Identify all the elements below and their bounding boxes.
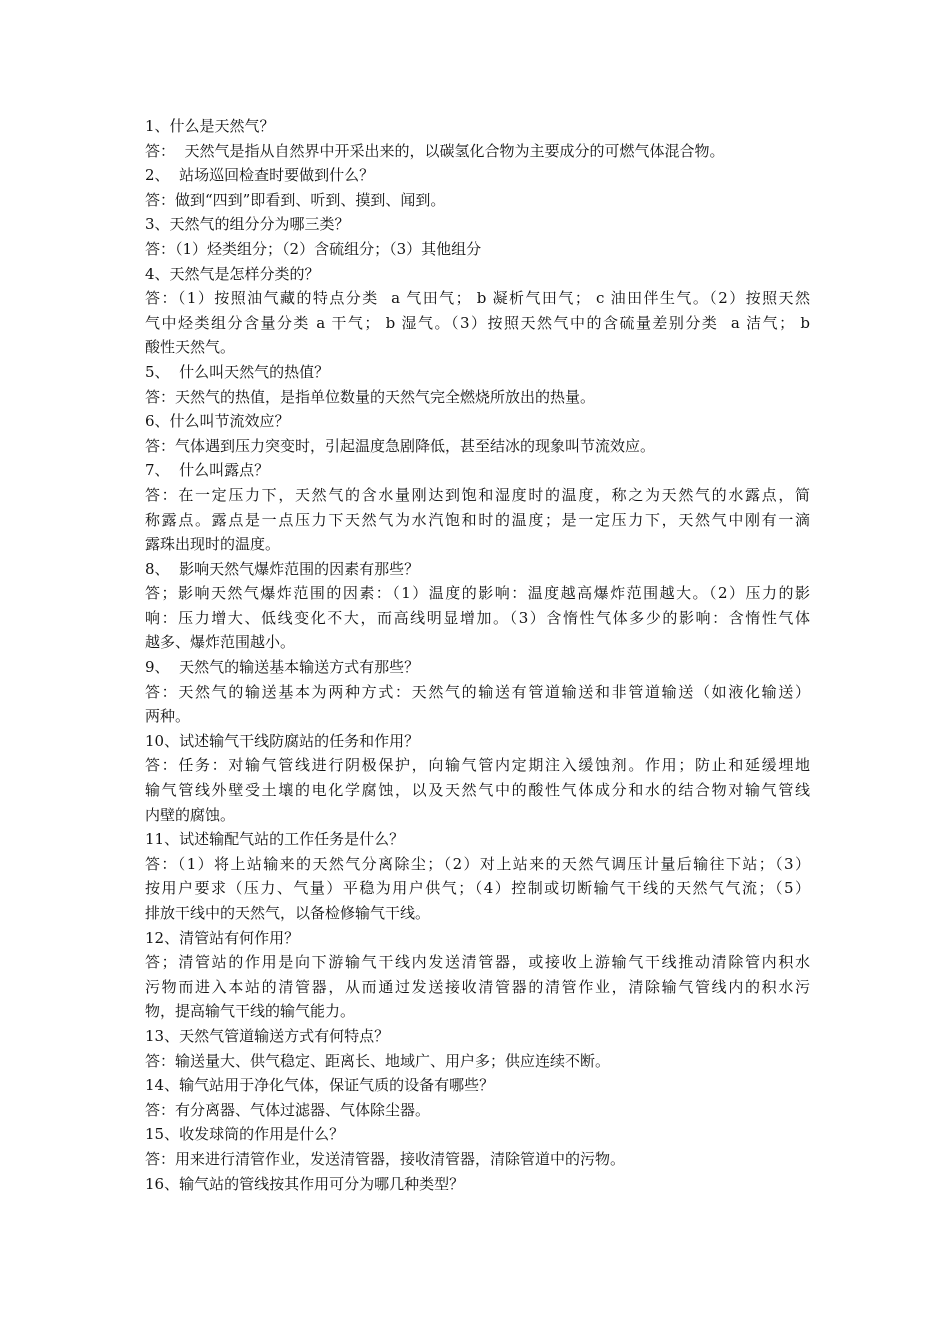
- text-line: 11、试述输配气站的工作任务是什么？: [145, 830, 405, 849]
- text-line: 排放干线中的天然气，以备检修输气干线。: [145, 904, 431, 922]
- text-line: 露珠出现时的温度。: [145, 535, 281, 554]
- text-line: 4、天然气是怎样分类的？: [145, 264, 320, 283]
- text-line: 答；清管站的作用是向下游输气干线内发送清管器，或接收上游输气干线推动清除管内积水: [145, 953, 810, 972]
- text-line: 3、天然气的组分分为哪三类？: [145, 215, 350, 234]
- text-line: 酸性天然气。: [145, 338, 236, 357]
- text-line: 6、什么叫节流效应？: [145, 412, 290, 431]
- text-line: 答：天然气的热值，是指单位数量的天然气完全燃烧所放出的热量。: [145, 387, 596, 406]
- text-line: 响：压力增大、低线变化不大，而高线明显增加。（3）含惰性气体多少的影响：含惰性气体: [145, 608, 810, 627]
- text-line: 答：（1）按照油气藏的特点分类 a 气田气； b 凝析气田气； c 油田伴生气。（2）按照天然: [145, 289, 810, 308]
- text-line: 物，提高输气干线的输气能力。: [145, 1002, 356, 1021]
- text-line: 2、 站场巡回检查时要做到什么？: [145, 166, 375, 185]
- text-line: 答：（1）将上站输来的天然气分离除尘；（2）对上站来的天然气调压计量后输往下站；（3）: [145, 854, 810, 873]
- text-line: 称露点。露点是一点压力下天然气为水汽饱和时的温度；是一定压力下，天然气中刚有一滴: [145, 510, 810, 529]
- text-line: 9、 天然气的输送基本输送方式有那些？: [145, 658, 420, 677]
- text-line: 答：输送量大、供气稳定、距离长、地域广、用户多；供应连续不断。: [145, 1051, 611, 1070]
- text-line: 两种。: [145, 707, 191, 726]
- text-line: 16、输气站的管线按其作用可分为哪几种类型？: [145, 1174, 465, 1193]
- text-line: 按用户要求（压力、气量）平稳为用户供气；（4）控制或切断输气干线的天然气气流；（5）: [145, 879, 810, 898]
- text-line: 答：做到“四到”即看到、听到、摸到、闻到。: [145, 190, 446, 209]
- text-line: 答：（1）烃类组分；（2）含硫组分；（3）其他组分: [145, 239, 482, 258]
- text-line: 15、收发球筒的作用是什么？: [145, 1125, 345, 1144]
- text-line: 答：任务：对输气管线进行阴极保护，向输气管内定期注入缓蚀剂。作用；防止和延缓埋地: [145, 756, 810, 775]
- text-line: 14、输气站用于净化气体，保证气质的设备有哪些？: [145, 1076, 495, 1095]
- text-line: 答；影响天然气爆炸范围的因素：（1）温度的影响：温度越高爆炸范围越大。（2）压力的影: [145, 584, 810, 603]
- text-line: 5、 什么叫天然气的热值？: [145, 362, 330, 381]
- text-line: 污物而进入本站的清管器，从而通过发送接收清管器的清管作业，清除输气管线内的积水污: [145, 977, 810, 996]
- text-line: 12、清管站有何作用？: [145, 928, 300, 947]
- text-line: 1、什么是天然气？: [145, 117, 275, 135]
- text-line: 答：气体遇到压力突变时，引起温度急剧降低，甚至结冰的现象叫节流效应。: [145, 436, 656, 455]
- text-line: 气中烃类组分含量分类 a 干气； b 湿气。（3）按照天然气中的含硫量差别分类 a 洁气； b: [145, 313, 810, 332]
- document-body: [145, 114, 810, 1196]
- text-line: 7、 什么叫露点？: [145, 461, 270, 480]
- text-line: 输气管线外壁受土壤的电化学腐蚀，以及天然气中的酸性气体成分和水的结合物对输气管线: [145, 781, 810, 800]
- text-line: 答：天然气的输送基本为两种方式：天然气的输送有管道输送和非管道输送（如液化输送）: [145, 682, 810, 701]
- text-line: 13、天然气管道输送方式有何特点？: [145, 1026, 390, 1045]
- text-line: 答： 天然气是指从自然界中开采出来的，以碳氢化合物为主要成分的可燃气体混合物。: [145, 141, 725, 160]
- text-line: 越多、爆炸范围越小。: [145, 633, 296, 652]
- text-line: 10、试述输气干线防腐站的任务和作用？: [145, 731, 420, 750]
- text-line: 答：用来进行清管作业，发送清管器，接收清管器，清除管道中的污物。: [145, 1149, 626, 1168]
- text-line: 答：在一定压力下，天然气的含水量刚达到饱和湿度时的温度，称之为天然气的水露点，简: [145, 485, 810, 504]
- text-line: 答：有分离器、气体过滤器、气体除尘器。: [145, 1100, 431, 1119]
- text-line: 8、 影响天然气爆炸范围的因素有那些？: [145, 559, 420, 578]
- text-line: 内壁的腐蚀。: [145, 805, 236, 824]
